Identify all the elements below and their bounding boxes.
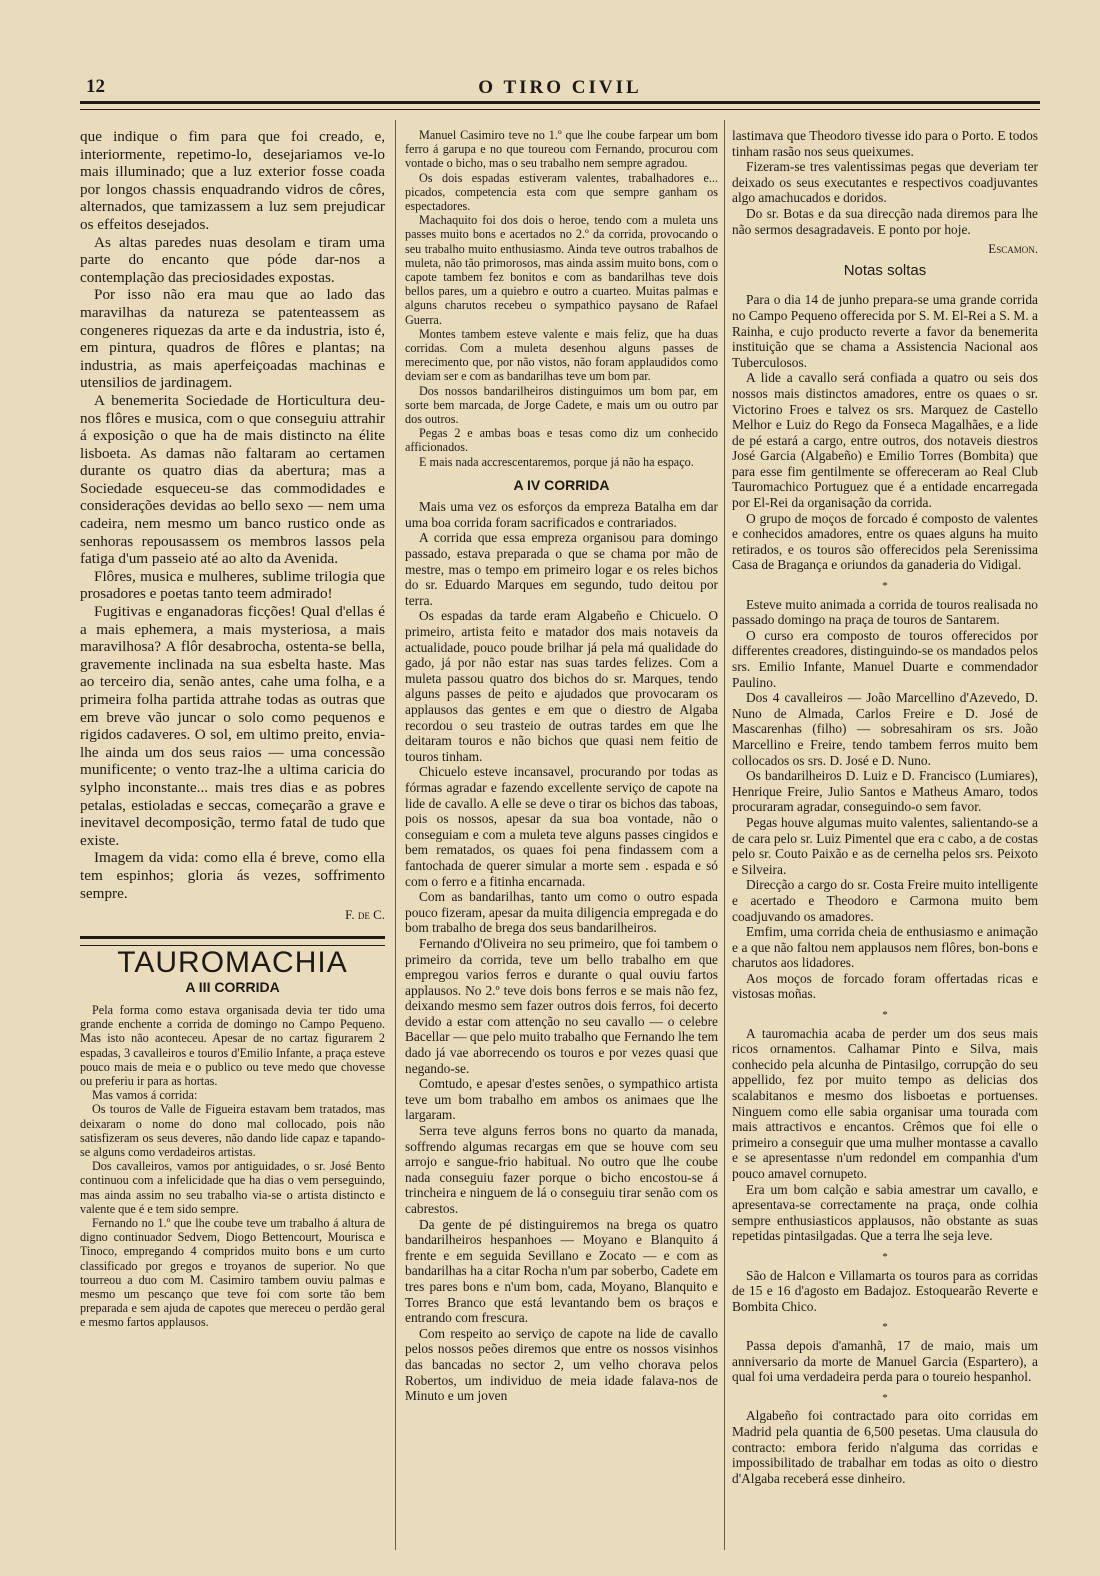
paragraph: Imagem da vida: como ella é breve, como ella tem espinhos; gloria ás vezes, soffrimento sempre. — [80, 849, 385, 902]
paragraph: Para o dia 14 de junho prepara-se uma grande corrida no Campo Pequeno offerecida por S. M. El-Rei a S. M. a Rainha, e cujo producto reverte a favor da benemerita instituição que se chama a Assistencia Nacional aos Tuberculosos. — [732, 292, 1038, 370]
section-rule — [80, 936, 385, 946]
paragraph: Algabeño foi contractado para oito corridas em Madrid pela quantia de 6,500 pesetas. Uma clausula do contracto: embora ferido n'alguma das corridas e impossibilitado de trabalhar em todas as oito o diestro d'Algaba receberá esse dinheiro. — [732, 1408, 1038, 1486]
column-2 — [405, 128, 718, 1404]
author-signature: Escamon. — [988, 241, 1038, 257]
subsection-title: A IV CORRIDA — [513, 476, 610, 493]
paragraph: Pegas houve algumas muito valentes, salientando-se a de cara pelo sr. Luiz Pimentel que era c cabo, a de costas pelo sr. Couto Paixão e as de cernelha pelos srs. Peixoto e Silveira. — [732, 814, 1038, 877]
paragraph: E mais nada accrescentaremos, porque já não ha espaço. — [419, 454, 694, 469]
section-title: Notas soltas — [843, 261, 927, 279]
paragraph: Por isso não era mau que ao lado das maravilhas da natureza se patenteassem as congeneres riquezas da arte e da industria, isto é, em pintura, quadros de flôres e plantas; na industria, as mais aperfeiçoadas machinas e utensilios de jardinagem. — [80, 286, 385, 392]
paragraph: Chicuelo esteve incansavel, procurando por todas as fórmas agradar e fazendo excellente serviço de capote na lide de cavallo. A elle se deve o tirar os bichos das taboas, pois os nossos, apesar da sua boa vontade, não o conseguiam e com a muleta teve alguns passes cingidos e bem rematados, os quaes foi pena findassem com a fantochada de querer simular a morte sem . espada e só com o ferro e a fitinha encarnada. — [405, 764, 718, 889]
author-signature: F. de C. — [345, 907, 385, 923]
column-3 — [732, 128, 1038, 1486]
section-title: TAUROMACHIA — [117, 945, 348, 979]
paragraph: Com as bandarilhas, tanto um como o outro espada pouco fizeram, apesar da muita diligencia empregada e do bom trabalho de brega dos seus bandarilheiros. — [405, 889, 718, 936]
paragraph: Dos 4 cavalleiros — João Marcellino d'Azevedo, D. Nuno de Almada, Carlos Freire e D. José de Mascarenhas (filho) — sobresahiram os srs. João Marcellino e Freire, tendo tambem ferros muito bem collocados os srs. D. José e D. Nuno. — [732, 690, 1038, 768]
paragraph: Mas vamos á corrida: — [92, 1088, 198, 1103]
paragraph: Flôres, musica e mulheres, sublime trilogia que prosadores e poetas tanto teem admirado! — [80, 567, 385, 603]
paragraph: Montes tambem esteve valente e mais feliz, que ha duas corridas. Com a muleta desenhou alguns passes de merecimento que, por não vistos, não foram applaudidos como deviam ser e com as bandarilhas teve um bom par. — [405, 326, 718, 384]
paragraph: Direcção a cargo do sr. Costa Freire muito intelligente e acertado e Theodoro e Carmona muito bem coadjuvando os amadores. — [732, 877, 1038, 924]
paragraph: Os touros de Valle de Figueira estavam bem tratados, mas deixaram o nome do dono mal collocado, pois não satisfizeram os seus deveres, não dando lide capaz e tapando-se alguns como verdadeiros artistas. — [80, 1102, 385, 1159]
paragraph: A benemerita Sociedade de Horticultura deu-nos flôres e musica, com o que conseguiu attrahir á exposição o que ha de mais distincto na élite lisboeta. As damas não faltaram ao certamen durante os quatro dias da abertura; mas a Sociedade esqueceu-se das commodidades e considerações devidas ao bello sexo — nem uma cadeira, nem mesmo um banco rustico onde as senhoras repousassem os membros lassos pela fatiga d'um passeio até ao alto da Avenida. — [80, 391, 385, 568]
article-body — [405, 499, 718, 1403]
section-separator: * — [882, 1321, 888, 1334]
paragraph: Esteve muito animada a corrida de touros realisada no passado domingo na praça de touros de Santarem. — [732, 596, 1038, 628]
subsection-title: A III CORRIDA — [185, 979, 280, 996]
paragraph: Dos nossos bandarilheiros distinguimos um bom par, em sorte bem marcada, de Jorge Cadete, e mais um ou outro par dos outros. — [405, 383, 718, 427]
paragraph: Manuel Casimiro teve no 1.º que lhe coube farpear um bom ferro á garupa e no que toureou com Fernando, procurou com vontade o bicho, mas o seu trabalho nem sempre agradou. — [405, 128, 718, 171]
paragraph: Machaquito foi dos dois o heroe, tendo com a muleta uns passes muito bons e acertados no 2.º da corrida, provocando o seu trabalho muito enthusiasmo. Ainda teve outros trabalhos de muleta, não tão primorosos, mas ainda assim muito bons, com o capote tambem fez bonitos e com as bandarilhas teve dois bellos pares, um a quiebro e outro a cuarteo. Muitas palmas e alguns charutos recebeu o sympathico paysano de Rafael Guerra. — [405, 213, 718, 327]
paragraph: Fernando no 1.º que lhe coube teve um trabalho á altura de digno continuador Sedvem, Diogo Bettencourt, Mourisca e Tinoco, empregando 4 compridos muito bons e um curto classificado por gregos e troyanos de superior. No que tourreou a duo com M. Casimiro tambem ouviu palmas e mesmo um pescanço que teve foi com sorte tão bem preparada e sem ajuda de capotes que mereceu o perdão geral e mesmo fartos applausos. — [80, 1215, 385, 1330]
paragraph: Fizeram-se tres valentissimas pegas que deveriam ter deixado os seus executantes e respectivos coadjuvantes algo amachucados e doridos. — [732, 159, 1038, 206]
column-divider — [395, 120, 396, 1550]
page-number: 12 — [86, 76, 105, 97]
paragraph: Do sr. Botas e da sua direcção nada diremos para lhe não sermos desagradaveis. E ponto por hoje. — [732, 205, 1038, 237]
column-divider — [724, 120, 725, 1550]
paragraph: Fugitivas e enganadoras ficções! Qual d'ellas é a mais ephemera, a mais mysteriosa, a mais maravilhosa? A flôr desabrocha, ostenta-se bella, gravemente inclinada na sua esbelta haste. Mas ao terceiro dia, senão antes, cahe uma folha, e a primeira folha partida attrahe todas as outras que em breve vão juncar o solo como pequenos e rigidos cadaveres. O sol, em ultimo preito, envia-lhe ainda um dos seus raios — uma concessão munificente; o vento traz-lhe a ultima caricia do sylpho inconstante... mais tres dias e as pobres petalas, estioladas e seccas, começarão a grave e inevitavel decomposição, termo fatal de tudo que existe. — [80, 603, 385, 849]
paragraph: Os espadas da tarde eram Algabeño e Chicuelo. O primeiro, artista feito e matador dos mais notaveis da actualidade, pouco poude brilhar já pela má qualidade do gado, já por não estar nas suas tardes felizes. Com a muleta passou quatro dos bichos do sr. Marques, tendo alguns passes de peito e ajudados que provocaram os applausos das gentes e em que o diestro de Algaba recordou o seu trasteio de outras tardes em que lhe deitaram touros e não bichos que quasi nem feitio de touros tinham. — [405, 608, 718, 764]
paragraph: São de Halcon e Villamarta os touros para as corridas de 15 e 16 d'agosto em Badajoz. Estoquearão Reverte e Bombita Chico. — [732, 1267, 1038, 1314]
paragraph: Dos cavalleiros, vamos por antiguidades, o sr. José Bento continuou com a infelicidade que ha dias o vem perseguindo, mas ainda assim no seu trabalho via-se o artista distincto e valente que é e tem sido sempre. — [80, 1159, 385, 1216]
paragraph: Serra teve alguns ferros bons no quarto da manada, soffrendo algumas recargas em que se houve com seu arrojo e sangue-frio habitual. No outro que lhe coube nada conseguiu fazer porque o bicho encostou-se á trincheira e ninguem de lá o conseguiu tirar senão com os cabrestos. — [405, 1123, 718, 1216]
paragraph: A tauromachia acaba de perder um dos seus mais ricos ornamentos. Calhamar Pinto e Silva, mais conhecido pela alcunha de Pintasilgo, corrupção do seu appellido, fez por muito tempo as delicias dos scalabitanos e mesmo dos lisboetas e portuenses. Ninguem como elle sabia organisar uma tourada com mais attractivos e encantos. Crêmos que foi elle o primeiro a conseguir que uma mulher montasse a cavallo e se apresentasse n'um redondel em companhia d'um pouco amavel cornupeto. — [732, 1025, 1038, 1181]
paragraph: Pegas 2 e ambas boas e tesas como diz um conhecido afficionados. — [405, 426, 718, 455]
paragraph: Comtudo, e apesar d'estes senões, o sympathico artista teve um bom trabalho em ambos os animaes que lhe largaram. — [405, 1076, 718, 1123]
paragraph: Da gente de pé distinguiremos na brega os quatro bandarilheiros hespanhoes — Moyano e Blanquito á frente e em seguida Sevillano e Zocato — e com as bandarilhas ha a citar Rocha n'um par soberbo, Cadete em tres pares bons e n'um bom, cada, Moyano, Blanquito e Torres Branco que está levantando bem os braços e entrando com frescura. — [405, 1216, 718, 1326]
journal-title: O TIRO CIVIL — [478, 77, 642, 98]
paragraph: Aos moços de forcado foram offertadas ricas e vistosas moñas. — [732, 970, 1038, 1002]
paragraph: A corrida que essa empreza organisou para domingo passado, estava preparada o que se chama por mão de mestre, mas o tempo em primeiro logar e os reles bichos do sr. Eduardo Marques em segundo, tudo deitou por terra. — [405, 530, 718, 608]
paragraph: Os bandarilheiros D. Luiz e D. Francisco (Lumiares), Henrique Freire, Julio Santos e Matheus Amaro, todos procuraram agradar, conseguindo-o sem favor. — [732, 768, 1038, 815]
paragraph: As altas paredes nuas desolam e tiram uma parte do encanto que póde dar-nos a contemplação das preciosidades expostas. — [80, 233, 385, 286]
paragraph: Emfim, uma corrida cheia de enthusiasmo e animação e a que não faltou nem applausos nem flôres, bon-bons e charutos aos lidadores. — [732, 924, 1038, 971]
article-body — [405, 128, 718, 469]
paragraph: A lide a cavallo será confiada a quatro ou seis dos nossos mais distinctos amadores, entre os quaes o sr. Victorino Froes e talvez os srs. Marquez de Castello Melhor e Luiz do Rego da Fonseca Magalhães, e a lide de pé estará a cargo, entre outros, dos notaveis diestros José Garcia (Algabeño) e Emilio Torres (Bombita) que para esse fim gentilmente se offereceram ao Real Club Tauromachico Portuguez que é a entidade encarregada por El-Rei da organisação da corrida. — [732, 370, 1038, 511]
page-header — [80, 74, 1040, 100]
paragraph: Mais uma vez os esforços da empreza Batalha em dar uma boa corrida foram sacrificados e contrariados. — [405, 499, 718, 530]
paragraph: lastimava que Theodoro tivesse ido para o Porto. E todos tinham rasão nos seus queixumes. — [732, 128, 1038, 159]
paragraph: que indique o fim para que foi creado, e, interiormente, repetimo-lo, desejariamos ve-lo mais illuminado; que a luz exterior fosse coada por longos chassis enquadrando vidros de côres, alternados, que tamizassem a luz sem prejudicar os effeitos desejados. — [80, 128, 385, 233]
article-body — [80, 1003, 385, 1330]
section-separator: * — [882, 580, 888, 593]
section-separator: * — [882, 1391, 888, 1404]
section-separator: * — [882, 1009, 888, 1022]
paragraph: Os dois espadas estiveram valentes, trabalhadores e... picados, competencia esta com que sempre ganham os espectadores. — [405, 170, 718, 214]
column-1 — [80, 128, 385, 1330]
paragraph: Era um bom calção e sabia amestrar um cavallo, e apresentava-se correctamente na praça, onde colhia sempre enthusiasticos applausos, não obstante as suas repetidas pintasilgadas. Que a terra lhe seja leve. — [732, 1181, 1038, 1244]
header-rule — [80, 101, 1040, 110]
paragraph: Passa depois d'amanhã, 17 de maio, mais um anniversario da morte de Manuel Garcia (Espartero), a qual foi uma verdadeira perda para o toureio hespanhol. — [732, 1337, 1038, 1385]
section-separator: * — [882, 1250, 888, 1263]
paragraph: O curso era composto de touros offerecidos por differentes creadores, distinguindo-se os mandados pelos srs. Emilio Infante, Manuel Duarte e commendador Paulino. — [732, 627, 1038, 690]
paragraph: Pela forma como estava organisada devia ter tido uma grande enchente a corrida de domingo no Campo Pequeno. Mas isto não aconteceu. Apesar de no cartaz figurarem 2 espadas, 3 cavalleiros e touros d'Emilio Infante, a praça esteve pouco mais de meia e o publico ou teve medo que chovesse ou preferiu ir para as hortas. — [80, 1002, 385, 1088]
paragraph: Fernando d'Oliveira no seu primeiro, que foi tambem o primeiro da corrida, teve um bello trabalho em que empregou varios ferros e durante o qual ouviu fartos applausos. No 2.º teve dois bons ferros e se mais não fez, deixando mesmo sem fazer outros dois ferros, foi decerto devido a estar com attenção no seu cavallo — o celebre Bacellar — que pelo muito trabalho que Fernando lhe tem dado já vae aborrecendo os touros e por vezes quasi que negando-se. — [405, 935, 718, 1076]
paragraph: Com respeito ao serviço de capote na lide de cavallo pelos nossos peões diremos que entre os nossos visinhos das bancadas no sector 2, um velho chorava pelos Robertos, um individuo de meia idade falava-nos de Minuto e um joven — [405, 1325, 718, 1404]
paragraph: O grupo de moços de forcado é composto de valentes e conhecidos amadores, entre os quaes alguns ha muito retirados, e os touros são offerecidos pela Serenissima Casa de Bragança e oriundos da ganaderia do Vidigal. — [732, 510, 1038, 573]
